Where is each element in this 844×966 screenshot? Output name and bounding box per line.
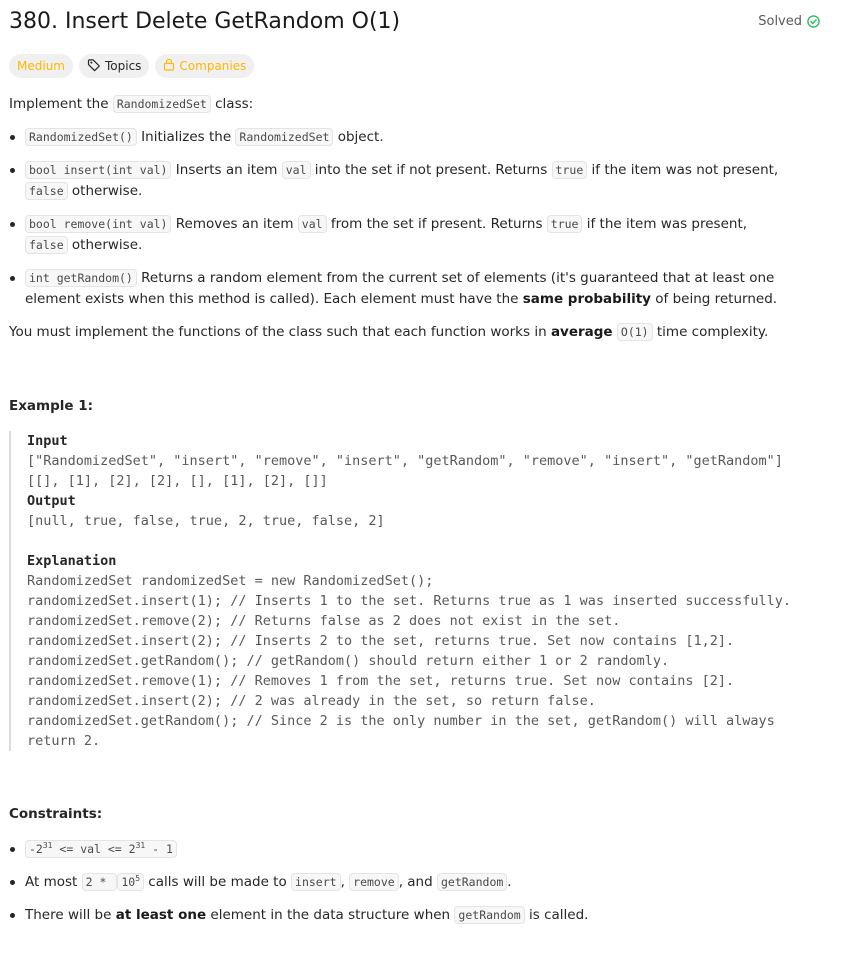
explanation-line: randomizedSet.getRandom(); // Since 2 is the only number in the set, getRandom() will always [27, 713, 775, 729]
bold-text: average [550, 324, 613, 340]
list-text: if the item was present, [582, 216, 748, 232]
constraint-text: There will be [25, 907, 116, 923]
topics-label: Topics [104, 59, 142, 73]
input-label: Input [27, 433, 68, 449]
problem-description [9, 94, 835, 938]
inline-code: false [25, 182, 68, 200]
constraint-item [25, 905, 785, 926]
list-item [25, 127, 785, 148]
constraint-item [25, 839, 785, 860]
inline-code: val [282, 161, 311, 179]
input-line: [[], [1], [2], [2], [], [1], [2], []] [27, 473, 328, 489]
constraint-text: calls will be made to [144, 874, 292, 890]
difficulty-label: Medium [17, 59, 65, 73]
tag-bar [9, 54, 254, 78]
bold-text: at least one [115, 907, 207, 923]
problem-title: 380. Insert Delete GetRandom O(1) [9, 9, 401, 34]
complexity-paragraph [9, 322, 835, 343]
code-part: - 1 [145, 842, 173, 856]
inline-code: getRandom [454, 906, 524, 924]
problem-page [9, 0, 835, 923]
title-row [9, 0, 835, 48]
intro-text-end: class: [210, 96, 254, 112]
lock-icon [163, 58, 175, 74]
inline-code: true [547, 215, 583, 233]
inline-code: getRandom [437, 873, 507, 891]
difficulty-tag [9, 54, 73, 78]
tag-icon [87, 58, 101, 75]
constraint-text: , and [398, 874, 437, 890]
inline-code: bool insert(int val) [25, 161, 171, 179]
companies-button[interactable] [155, 54, 254, 78]
inline-code: false [25, 236, 68, 254]
exponent: 31 [135, 841, 146, 851]
output-label: Output [27, 493, 76, 509]
explanation-line: randomizedSet.getRandom(); // getRandom() should return either 1 or 2 randomly. [27, 653, 670, 669]
inline-code: remove [349, 873, 399, 891]
complexity-text: You must implement the functions of the class such that each function works in [9, 324, 551, 340]
list-text: object. [333, 129, 384, 145]
solved-status [758, 14, 820, 29]
constraint-text: is called. [524, 907, 589, 923]
output-line: [null, true, false, true, 2, true, false, 2] [27, 513, 385, 529]
example-block [9, 431, 835, 751]
inline-code: RandomizedSet() [25, 128, 137, 146]
inline-code: 2 * [82, 873, 118, 891]
constraint-text: element in the data structure when [206, 907, 455, 923]
explanation-line: randomizedSet.insert(2); // Inserts 2 to the set, returns true. Set now contains [1,2]. [27, 633, 735, 649]
constraint-text: . [507, 874, 512, 890]
example-heading: Example 1: [9, 398, 94, 414]
inline-code: insert [291, 873, 341, 891]
inline-code: bool remove(int val) [25, 215, 171, 233]
list-text: of being returned. [650, 291, 778, 307]
inline-code: val [298, 215, 327, 233]
list-item [25, 268, 785, 310]
topics-button[interactable] [79, 54, 149, 78]
inline-code [25, 840, 177, 858]
inline-code: O(1) [617, 323, 653, 341]
constraints-list [9, 839, 835, 926]
list-item [25, 214, 785, 256]
constraint-text: At most [25, 874, 82, 890]
list-text: from the set if present. Returns [326, 216, 547, 232]
constraint-text: , [340, 874, 350, 890]
list-text: into the set if not present. Returns [310, 162, 552, 178]
check-circle-icon [807, 15, 820, 28]
explanation-label: Explanation [27, 553, 117, 569]
explanation-line: randomizedSet.remove(2); // Returns false as 2 does not exist in the set. [27, 613, 621, 629]
intro-text: Implement the [9, 96, 113, 112]
list-text: otherwise. [67, 183, 143, 199]
solved-label: Solved [758, 14, 802, 29]
exponent: 5 [135, 874, 141, 884]
list-item [25, 160, 785, 202]
explanation-line: randomizedSet.remove(1); // Removes 1 from the set, returns true. Set now contains [2]. [27, 673, 735, 689]
input-line: ["RandomizedSet", "insert", "remove", "insert", "getRandom", "remove", "insert", "getRandom"] [27, 453, 783, 469]
code-part: 10 [121, 875, 136, 889]
explanation-line: randomizedSet.insert(2); // 2 was already in the set, so return false. [27, 693, 596, 709]
code-part: <= val <= 2 [52, 842, 136, 856]
exponent: 31 [42, 841, 53, 851]
list-text: otherwise. [67, 237, 143, 253]
inline-code: true [552, 161, 588, 179]
list-text: Removes an item [171, 216, 298, 232]
method-list [9, 127, 835, 310]
constraints-heading: Constraints: [9, 806, 103, 822]
intro-paragraph [9, 94, 835, 115]
inline-code: RandomizedSet [235, 128, 333, 146]
list-text: if the item was not present, [587, 162, 779, 178]
companies-label: Companies [179, 59, 247, 73]
code-part: -2 [29, 842, 43, 856]
list-text: Inserts an item [171, 162, 282, 178]
inline-code: int getRandom() [25, 269, 137, 287]
bold-text: same probability [522, 291, 651, 307]
list-text: Returns a random element from the current set of elements (it's guaranteed that at least one element exists when this method is called). Each element must have the [25, 270, 775, 307]
constraint-item [25, 872, 785, 893]
inline-code: RandomizedSet [113, 95, 211, 113]
explanation-line: RandomizedSet randomizedSet = new RandomizedSet(); [27, 573, 434, 589]
inline-code [117, 873, 144, 891]
explanation-line: return 2. [27, 733, 101, 749]
list-text: Initializes the [136, 129, 236, 145]
complexity-text-end: time complexity. [652, 324, 769, 340]
explanation-line: randomizedSet.insert(1); // Inserts 1 to the set. Returns true as 1 was inserted successfully. [27, 593, 792, 609]
